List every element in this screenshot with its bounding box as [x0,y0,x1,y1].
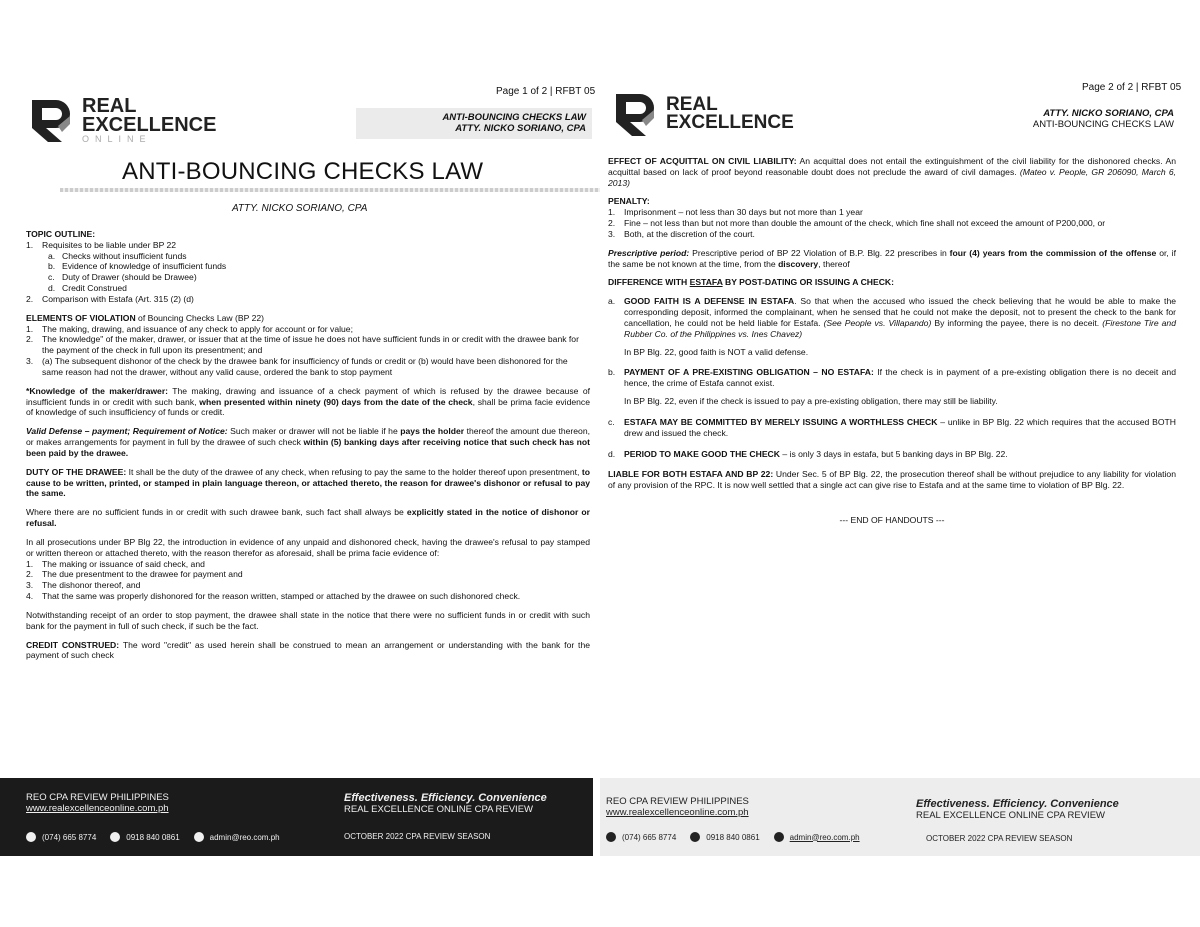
list-item: a. Checks without insufficient funds [48,250,187,261]
footer-mobile: 0918 840 0861 [706,832,760,842]
list-item: b. Evidence of knowledge of insufficient funds [48,261,227,272]
outline-list [26,240,590,305]
footer-url-link[interactable]: www.realexcellenceonline.com.ph [606,807,749,818]
page-2-footer [600,778,1200,856]
list-item: d. Credit Construed [48,283,127,294]
footer-season: OCTOBER 2022 CPA REVIEW SEASON [926,834,1073,843]
list-item: c. ESTAFA MAY BE COMMITTED BY MERELY ISSUING A WORTHLESS CHECK – unlike in BP Blg. 22 which requires that the accused BOTH drew and issued the check. [608,416,1176,438]
elements-list [26,324,590,378]
document-title: ANTI-BOUNCING CHECKS LAW [122,158,484,185]
logo-line-2: EXCELLENCE [666,112,794,133]
prosecutions-list [26,559,590,602]
reo-logo [28,96,216,144]
duty-paragraph: DUTY OF THE DRAWEE: It shall be the duty of the drawee of any check, when refusing to pay the same to the holder thereof upon presentment, to cause to be written, printed, or stamped in plain language thereon, or attached thereto, the reason for drawee's dishonor or refusal to pay the same. [26,466,590,499]
header-author: ATTY. NICKO SORIANO, CPA [1043,108,1174,119]
phone-icon [26,832,36,842]
prosecutions-intro: In all prosecutions under BP Blg 22, the introduction in evidence of any unpaid and dishonored check, having the drawee's refusal to pay stamped or written thereon or attached thereto, with the reason therefor as aforesaid, shall be prima facie evidence of: [26,536,590,558]
footer-org: REO CPA REVIEW PHILIPPINES [26,792,169,803]
email-icon [194,832,204,842]
list-item: 1. Imprisonment – not less than 30 days but not more than 1 year [608,207,863,218]
list-item: 3. The dishonor thereof, and [26,580,141,591]
footer-subtitle: REAL EXCELLENCE ONLINE CPA REVIEW [916,810,1106,821]
end-of-handouts: --- END OF HANDOUTS --- [839,515,945,526]
list-item: a. GOOD FAITH IS A DEFENSE IN ESTAFA. So that when the accused who issued the check believing that he would be able to make the corresponding deposit, informed the complainant, when he sensed that he could not make the deposit, not to present the check to the bank for cancellation, he could not be held liable for Estafa. (See People vs. Villapando) By informing the payee, there is no deceit. (Firestone Tire and Rubber Co. of the Philippines vs. Ines Chavez) [608,296,1177,339]
acquittal-paragraph: EFFECT OF ACQUITTAL ON CIVIL LIABILITY: An acquittal does not entail the extinguishment of the civil liability for the dishonored checks. An acquittal based on lack of proof beyond reasonable doubt does not preclude the award of civil damages. (Mateo v. People, GR 206090, March 6, 2013) [608,156,1177,188]
logo-line-1: REAL [82,94,137,117]
where-paragraph: Where there are no sufficient funds in or credit with such drawee bank, such fact shall always be explicitly stated in the notice of dishonor or refusal. [26,507,590,529]
prescriptive-paragraph: Prescriptive period: Prescriptive period of BP 22 Violation of B.P. Blg. 22 prescribes in four (4) years from the commission of the offense or, if the same be not known at the time, from the discovery, thereof [608,247,1176,269]
page-number: Page 2 of 2 | RFBT 05 [1082,82,1182,93]
header-box [356,108,592,139]
list-item: 1. Requisites to be liable under BP 22 [26,239,177,250]
reo-logo-icon [612,90,658,138]
page-1-body [26,229,590,669]
knowledge-paragraph: *Knowledge of the maker/drawer: The making, drawing and issuance of a check payment of which is refused by the drawee because of insufficient funds in or credit with such bank, when presented within ninety (90) days from the date of the check, shall be prima facie evidence of knowledge of such insufficiency of funds or credit. [26,385,591,418]
viber-icon [110,832,120,842]
email-icon [774,832,784,842]
reo-logo [612,90,794,138]
list-item: 4. That the same was properly dishonored for the reason written, stamped or attached by the drawee on such dishonored check. [26,591,521,602]
logo-line-3: ONLINE [82,133,152,144]
reo-logo-icon [28,96,74,144]
list-item: 3. Both, at the discretion of the court. [608,228,755,239]
footer-slogan: Effectiveness. Efficiency. Convenience [916,798,1119,810]
list-item: 1. The making or issuance of said check, and [26,558,205,569]
footer-subtitle: REAL EXCELLENCE ONLINE CPA REVIEW [344,804,534,815]
title-rule [60,188,600,192]
viber-icon [690,832,700,842]
difference-heading: DIFFERENCE WITH ESTAFA BY POST-DATING OR ISSUING A CHECK: [608,277,895,288]
list-item: 2. The knowledge" of the maker, drawer, or issuer that at the time of issue he does not have sufficient funds in or credit with the drawee bank for the payment of the check in full upon its presentment; and [26,334,579,356]
footer-url-link[interactable]: www.realexcellenceonline.com.ph [26,803,169,814]
footer-phone: (074) 665 8774 [42,832,97,842]
credit-paragraph: CREDIT CONSTRUED: The word "credit" as used herein shall be construed to mean an arrangement or understanding with the bank for the payment of such check [26,639,591,661]
header-topic: ANTI-BOUNCING CHECKS LAW [1032,119,1174,131]
elements-heading: ELEMENTS OF VIOLATION of Bouncing Checks Law (BP 22) [26,312,264,323]
list-item: 2. Comparison with Estafa (Art. 315 (2) (d) [26,293,194,304]
outline-heading: TOPIC OUTLINE: [26,229,96,239]
footer-mobile: 0918 840 0861 [126,832,180,842]
list-item: b. PAYMENT OF A PRE-EXISTING OBLIGATION – NO ESTAFA: If the check is in payment of a pre-existing obligation there is no deceit and hence, the crime of Estafa cannot exist. [608,367,1176,389]
liable-paragraph: LIABLE FOR BOTH ESTAFA AND BP 22: Under Sec. 5 of BP Blg. 22, the prosecution thereof shall be without prejudice to any liability for violation of any provision of the RPC. It is now well settled that a single act can give rise to Estafa and at the same time to violation of BP Blg. 22. [608,469,1176,491]
valid-defense-paragraph: Valid Defense – payment; Requirement of Notice: Such maker or drawer will not be liable if he pays the holder thereof the amount due thereon, or makes arrangements for payment in full by the drawee of such check within (5) banking days after receiving notice that such check has not been paid by the drawee. [26,426,591,458]
header-box [1000,104,1180,135]
footer-slogan: Effectiveness. Efficiency. Convenience [344,792,547,804]
header-topic: ANTI-BOUNCING CHECKS LAW [442,112,586,123]
penalty-heading: PENALTY: [608,196,650,207]
footer-phone: (074) 665 8774 [622,832,677,842]
page-1-footer [0,778,593,856]
footer-org: REO CPA REVIEW PHILIPPINES [606,796,749,807]
footer-season: OCTOBER 2022 CPA REVIEW SEASON [344,832,491,841]
footer-email: admin@reo.com.ph [209,832,280,842]
list-item: 1. The making, drawing, and issuance of any check to apply for account or for value; [26,323,353,334]
logo-line-2: EXCELLENCE [82,113,217,136]
difference-list [608,296,1176,459]
list-item: d. PERIOD TO MAKE GOOD THE CHECK – is only 3 days in estafa, but 5 banking days in BP Blg. 22. [608,448,1008,459]
logo-line-1: REAL [666,93,718,115]
page-2-body [608,156,1176,526]
difference-note: In BP Blg. 22, good faith is NOT a valid defense. [624,346,809,357]
penalty-list [608,207,1176,239]
footer-email: admin@reo.com.ph [789,832,860,842]
header-author: ATTY. NICKO SORIANO, CPA [455,123,586,135]
list-item: 2. The due presentment to the drawee for payment and [26,569,243,580]
page-number: Page 1 of 2 | RFBT 05 [496,86,596,97]
difference-note: In BP Blg. 22, even if the check is issued to pay a pre-existing obligation, there may still be liability. [624,396,998,407]
list-item: 2. Fine – not less than but not more than double the amount of the check, which fine shall not exceed the amount of P200,000, or [608,218,1106,229]
phone-icon [606,832,616,842]
notwithstanding-paragraph: Notwithstanding receipt of an order to stop payment, the drawee shall state in the notice that there were no sufficient funds in or credit with such bank for the payment in full of such check, if such be the fact. [26,609,590,631]
list-item: 3. (a) The subsequent dishonor of the check by the drawee bank for insufficiency of funds or credit or (b) would have been dishonored for the same reason had not the drawer, without any valid cause, ordered the bank to stop payment [26,356,568,377]
list-item: c. Duty of Drawer (should be Drawee) [48,272,197,283]
document-author: ATTY. NICKO SORIANO, CPA [232,203,368,214]
